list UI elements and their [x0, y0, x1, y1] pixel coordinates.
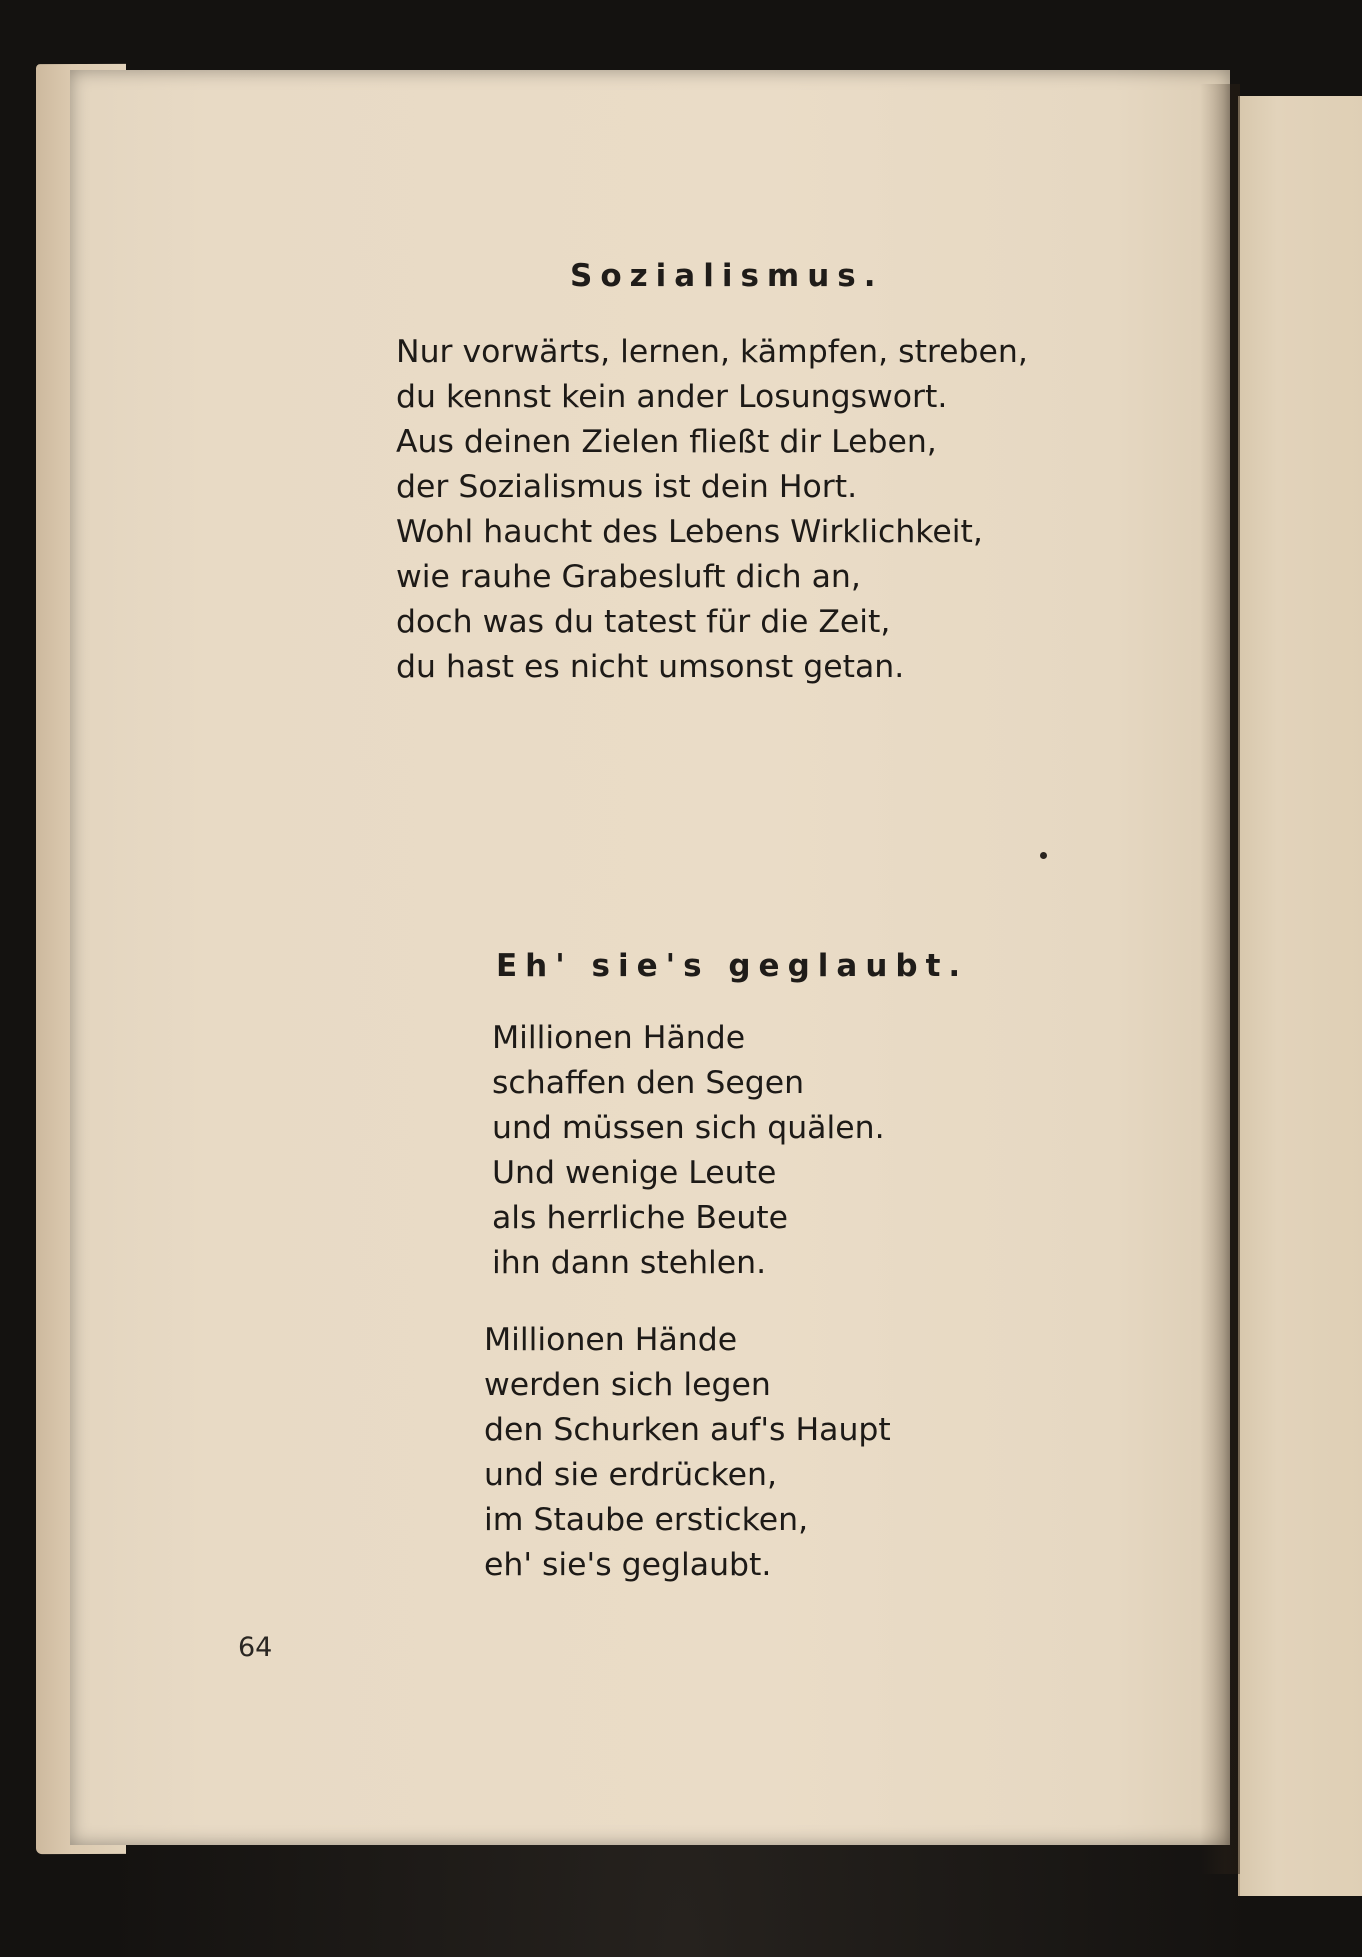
poem-line: Millionen Hände — [484, 1322, 738, 1358]
poem-line: Wohl haucht des Lebens Wirklichkeit, — [396, 514, 983, 550]
poem2-stanza2 — [484, 1318, 891, 1588]
page-number: 64 — [238, 1632, 273, 1663]
poem-line: der Sozialismus ist dein Hort. — [396, 469, 858, 505]
poem-line: Und wenige Leute — [492, 1155, 777, 1191]
poem-line: Aus deinen Zielen fließt dir Leben, — [396, 424, 937, 460]
poem-line: du kennst kein ander Losungswort. — [396, 379, 948, 415]
poem-line: wie rauhe Grabesluft dich an, — [396, 559, 861, 595]
poem2-stanza1 — [492, 1016, 885, 1286]
poem-line: Millionen Hände — [492, 1020, 746, 1056]
poem-line: den Schurken auf's Haupt — [484, 1412, 891, 1448]
poem-line: Nur vorwärts, lernen, kämpfen, streben, — [396, 334, 1028, 370]
poem-line: du hast es nicht umsonst getan. — [396, 649, 905, 685]
poem1-body — [396, 330, 1028, 690]
poem1-title: Sozialismus. — [570, 258, 884, 294]
poem-line: als herrliche Beute — [492, 1200, 789, 1236]
poem-line: und sie erdrücken, — [484, 1457, 777, 1493]
poem-line: schaffen den Segen — [492, 1065, 805, 1101]
poem2-title: Eh' sie's geglaubt. — [496, 948, 969, 984]
poem-line: eh' sie's geglaubt. — [484, 1547, 772, 1583]
ink-speck — [1040, 852, 1047, 859]
poem-line: im Staube ersticken, — [484, 1502, 809, 1538]
poem-line: und müssen sich quälen. — [492, 1110, 885, 1146]
poem-line: ihn dann stehlen. — [492, 1245, 767, 1281]
poem-line: werden sich legen — [484, 1367, 771, 1403]
poem-line: doch was du tatest für die Zeit, — [396, 604, 891, 640]
